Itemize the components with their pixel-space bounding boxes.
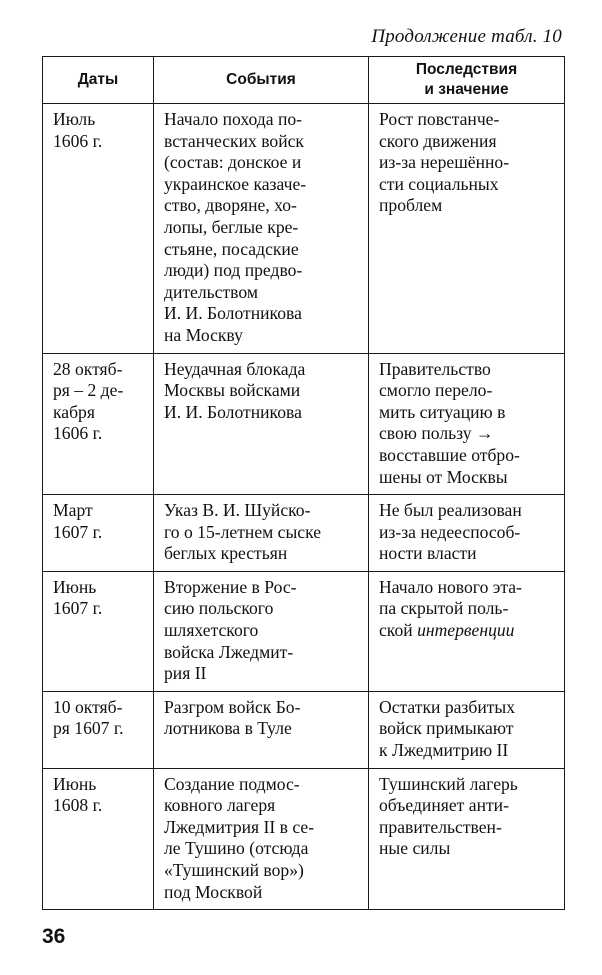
consequence-cell: Рост повстанче- ского движения из-за нерешённо- сти социальных проблем xyxy=(369,104,565,354)
table-row xyxy=(43,571,565,691)
consequence-cell: Не был реализован из-за недееспособ- ности власти xyxy=(369,495,565,572)
table-row xyxy=(43,495,565,572)
event-cell: Указ В. И. Шуйско- го о 15-летнем сыске беглых крестьян xyxy=(154,495,369,572)
consequence-cell: Остатки разбитых войск примыкают к Лжедмитрию II xyxy=(369,691,565,768)
consequence-emphasis: интервенции xyxy=(417,620,515,641)
consequence-cell: Тушинский лагерь объединяет анти- правительствен- ные силы xyxy=(369,768,565,910)
date-cell: Июнь 1607 г. xyxy=(43,571,154,691)
date-cell: 10 октяб- ря 1607 г. xyxy=(43,691,154,768)
table-row xyxy=(43,691,565,768)
event-cell: Начало похода по- встанческих войск (состав: донское и украинское казаче- ство, дворяне, хо- лопы, беглые кре- стьяне, посадские люди) под предво- дительством И. И. Болотникова на Москву xyxy=(154,104,369,354)
table-row xyxy=(43,104,565,354)
table-continuation-caption: Продолжение табл. 10 xyxy=(371,26,562,47)
consequence-cell xyxy=(369,571,565,691)
table-row xyxy=(43,353,565,495)
header-events: События xyxy=(154,57,369,104)
page-number: 36 xyxy=(42,925,66,948)
table-header-row xyxy=(43,57,565,104)
date-cell: Июль 1606 г. xyxy=(43,104,154,354)
event-cell: Неудачная блокада Москвы войсками И. И. Болотникова xyxy=(154,353,369,495)
event-cell: Разгром войск Бо- лотникова в Туле xyxy=(154,691,369,768)
event-cell: Вторжение в Рос- сию польского шляхетского войска Лжедмит- рия II xyxy=(154,571,369,691)
event-cell: Создание подмос- ковного лагеря Лжедмитрия II в се- ле Тушино (отсюда «Тушинский вор») под Москвой xyxy=(154,768,369,910)
date-cell: Март 1607 г. xyxy=(43,495,154,572)
header-dates: Даты xyxy=(43,57,154,104)
history-table xyxy=(42,56,565,910)
date-cell: Июнь 1608 г. xyxy=(43,768,154,910)
table-row xyxy=(43,768,565,910)
consequence-text: Начало нового эта- па скрытой поль- ской xyxy=(379,576,522,641)
date-cell: 28 октяб- ря – 2 де- кабря 1606 г. xyxy=(43,353,154,495)
consequence-cell: Правительство смогло перело- мить ситуацию в свою пользу → восставшие отбро- шены от Москвы xyxy=(369,353,565,495)
header-consequences: Последствия и значение xyxy=(369,57,565,104)
